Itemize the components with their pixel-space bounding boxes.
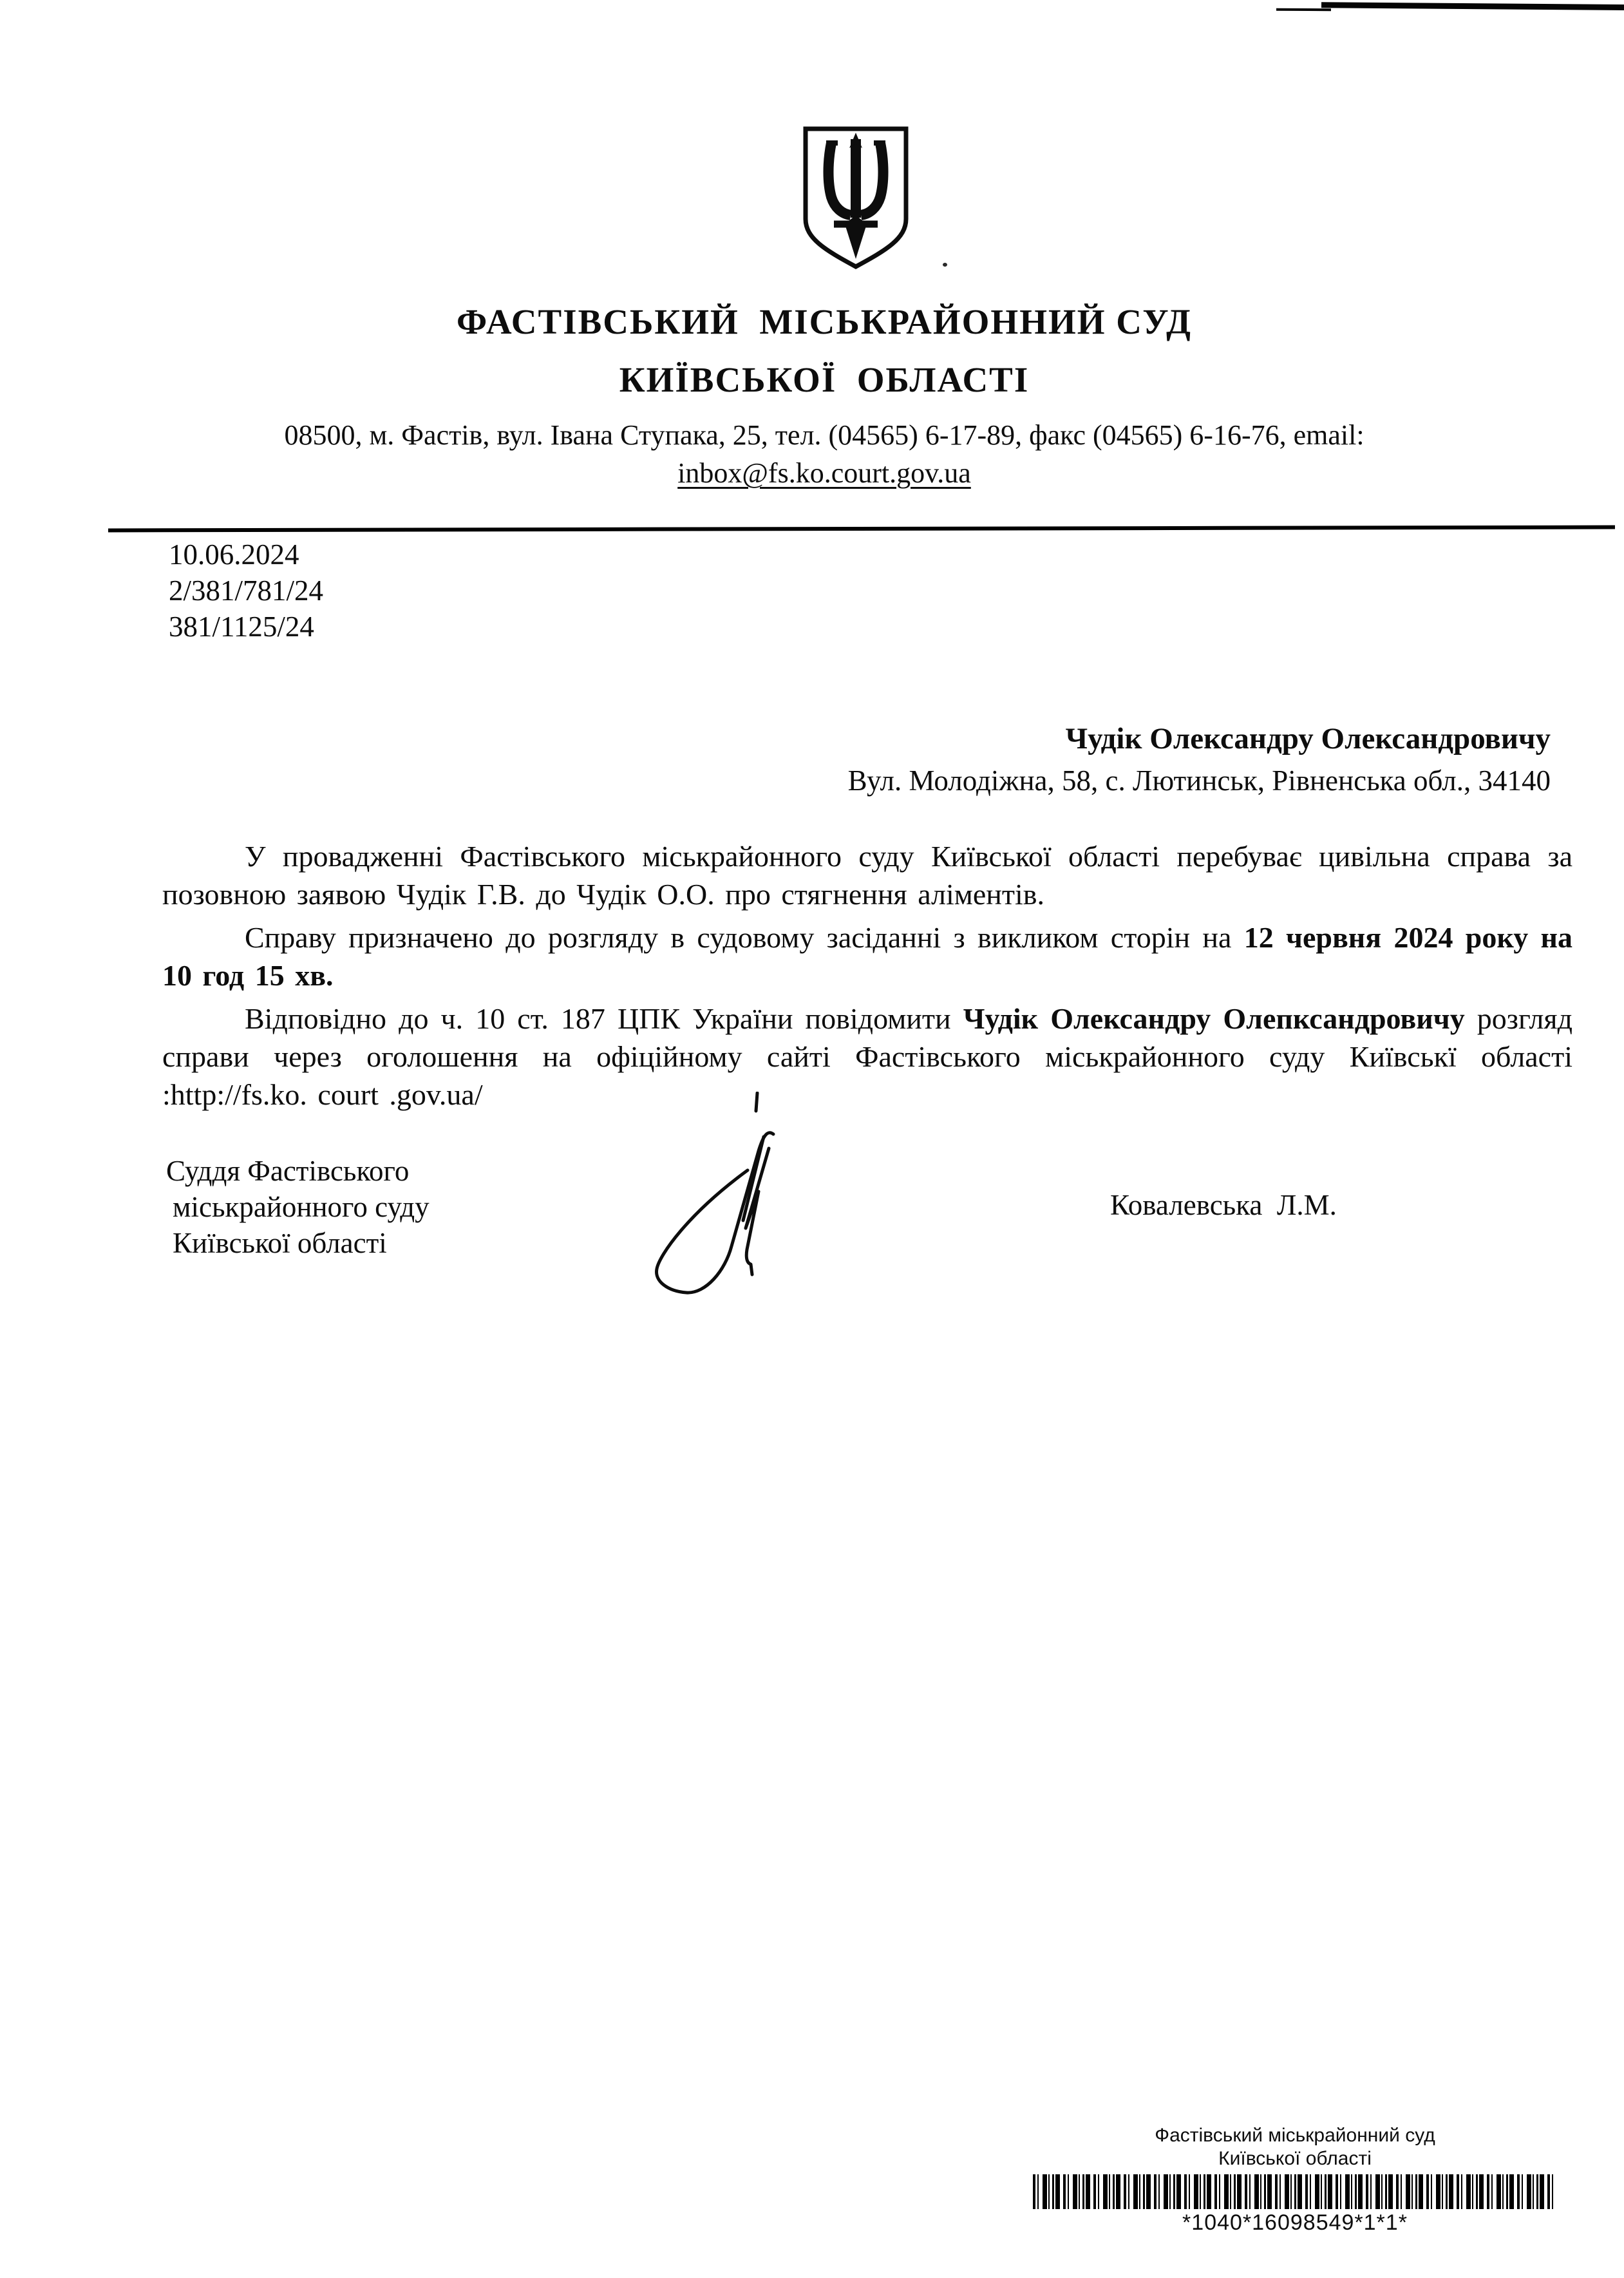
notified-person-bold: Чудік Олександру Олепксандровичу	[963, 1002, 1465, 1035]
paragraph-2-text: Справу призначено до розгляду в судовому засіданні з викликом сторін на	[245, 921, 1244, 954]
signer-title-line2: міськрайонного суду	[173, 1191, 430, 1223]
court-name-line1: ФАСТІВСЬКИЙ МІСЬКРАЙОННИЙ СУД	[457, 302, 1192, 341]
scan-artifact-top-edge-2	[1276, 8, 1331, 12]
footer-stamp-block	[999, 2124, 1591, 2236]
addressee-address: Вул. Молодіжна, 58, с. Лютинськ, Рівненська обл., 34140	[847, 764, 1551, 797]
court-address: 08500, м. Фастів, вул. Івана Ступака, 25, тел. (04565) 6-17-89, факс (04565) 6-16-76, email:	[284, 419, 1364, 451]
header-divider-line	[108, 526, 1615, 533]
signer-title-line1: Суддя Фастівського	[166, 1155, 410, 1187]
signer-title-block	[166, 1153, 430, 1261]
scan-artifact-top-edge	[1321, 2, 1624, 10]
reference-block	[169, 536, 323, 645]
letter-body	[162, 837, 1572, 1114]
case-number-1: 2/381/781/24	[169, 574, 324, 607]
court-name-line2: КИЇВСЬКОЇ ОБЛАСТІ	[619, 360, 1030, 399]
court-email-line	[64, 453, 1584, 493]
paragraph-3-text-1: Відповідно до ч. 10 ст. 187 ЦПК України повідомити	[245, 1002, 963, 1035]
footer-court-line1: Фастівський міськрайонний суд	[1155, 2125, 1435, 2146]
barcode-text: *1040*16098549*1*1*	[1182, 2210, 1408, 2235]
scan-artifact-dot	[943, 263, 947, 267]
hearing-date-bold: 12 червня 2024 року на 10 год 15 хв.	[162, 921, 1572, 992]
judge-name: Ковалевська Л.М.	[1110, 1189, 1337, 1221]
letterhead	[64, 303, 1584, 493]
court-email: inbox@fs.ko.court.gov.ua	[677, 457, 971, 489]
signer-title-line3: Київської області	[173, 1227, 387, 1259]
addressee-name: Чудік Олександру Олександровичу	[1065, 722, 1551, 755]
body-paragraph-3	[162, 1000, 1572, 1114]
addressee-block	[644, 723, 1551, 796]
footer-court-line2: Київської області	[1218, 2148, 1372, 2169]
ukraine-trident-shield-emblem-icon	[797, 122, 914, 272]
barcode-icon	[1033, 2174, 1557, 2209]
handwritten-signature-icon	[649, 1092, 786, 1302]
paragraph-3-text-2: розгляд справи через оголошення на офіційному сайті Фастівського міськрайонного суду Київськї області :http://fs.ko. court .gov.ua/	[162, 1002, 1572, 1111]
letter-date: 10.06.2024	[169, 538, 299, 571]
paragraph-1-text: У провадженні Фастівського міськрайонного суду Київської області перебуває цивільна справа за позовною заявою Чудік Г.В. до Чудік О.О. про стягнення аліментів.	[162, 840, 1572, 911]
body-paragraph-2	[162, 918, 1572, 994]
body-paragraph-1	[162, 837, 1572, 913]
case-number-2: 381/1125/24	[169, 611, 314, 643]
